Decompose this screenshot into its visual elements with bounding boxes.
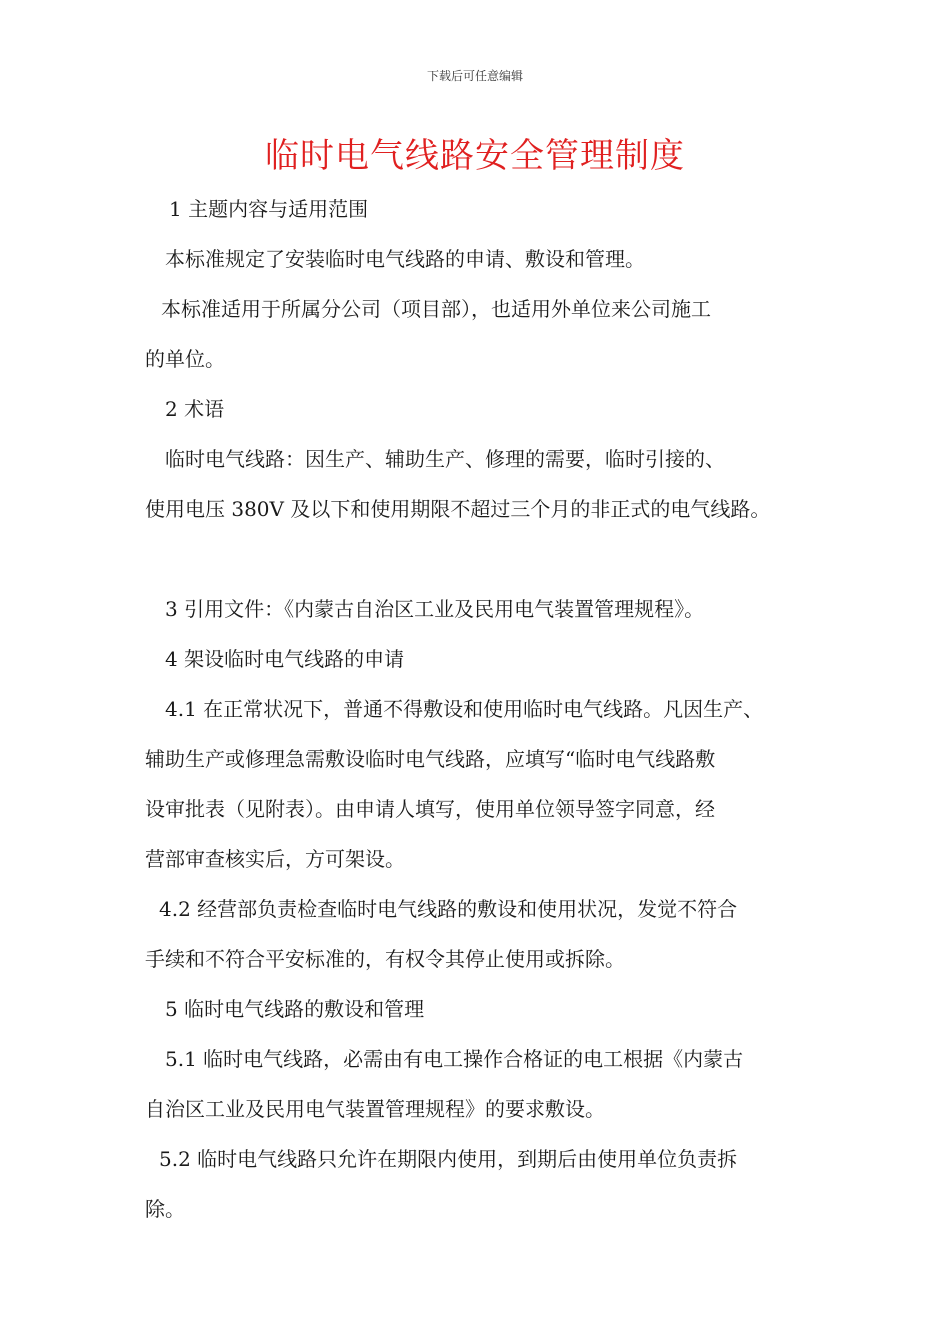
paragraph-line: 本标准规定了安装临时电气线路的申请、敷设和管理。 (165, 247, 645, 271)
paragraph-line: 临时电气线路：因生产、辅助生产、修理的需要，临时引接的、 (165, 447, 725, 471)
paragraph-line: 5.1 临时电气线路，必需由有电工操作合格证的电工根据《内蒙古 (165, 1047, 744, 1071)
section-heading: 4 架设临时电气线路的申请 (165, 647, 405, 671)
paragraph-line: 的单位。 (145, 347, 225, 371)
paragraph-line: 本标准适用于所属分公司（项目部），也适用外单位来公司施工 (161, 297, 711, 321)
paragraph-line: 除。 (145, 1197, 185, 1221)
header-note: 下载后可任意编辑 (426, 69, 523, 83)
paragraph-line: 使用电压 380V 及以下和使用期限不超过三个月的非正式的电气线路。 (145, 497, 771, 521)
document-body (145, 184, 810, 1234)
paragraph-line: 手续和不符合平安标准的，有权令其停止使用或拆除。 (145, 947, 625, 971)
paragraph-line: 营部审查核实后，方可架设。 (145, 847, 405, 871)
section-heading: 1 主题内容与适用范围 (169, 197, 369, 221)
paragraph-line: 4.2 经营部负责检查临时电气线路的敷设和使用状况，发觉不符合 (159, 897, 738, 921)
paragraph-line: 设审批表（见附表）。由申请人填写，使用单位领导签字同意，经 (145, 797, 715, 821)
paragraph-line: 5.2 临时电气线路只允许在期限内使用，到期后由使用单位负责拆 (159, 1147, 738, 1171)
paragraph-line: 辅助生产或修理急需敷设临时电气线路，应填写“临时电气线路敷 (145, 747, 716, 771)
document-title: 临时电气线路安全管理制度 (265, 136, 685, 176)
section-heading: 5 临时电气线路的敷设和管理 (165, 997, 425, 1021)
paragraph-line: 4.1 在正常状况下，普通不得敷设和使用临时电气线路。凡因生产、 (165, 697, 764, 721)
paragraph-line: 自治区工业及民用电气装置管理规程》的要求敷设。 (145, 1097, 605, 1121)
section-heading: 3 引用文件：《内蒙古自治区工业及民用电气装置管理规程》。 (165, 597, 705, 621)
blank-line (145, 534, 810, 584)
section-heading: 2 术语 (165, 397, 225, 421)
